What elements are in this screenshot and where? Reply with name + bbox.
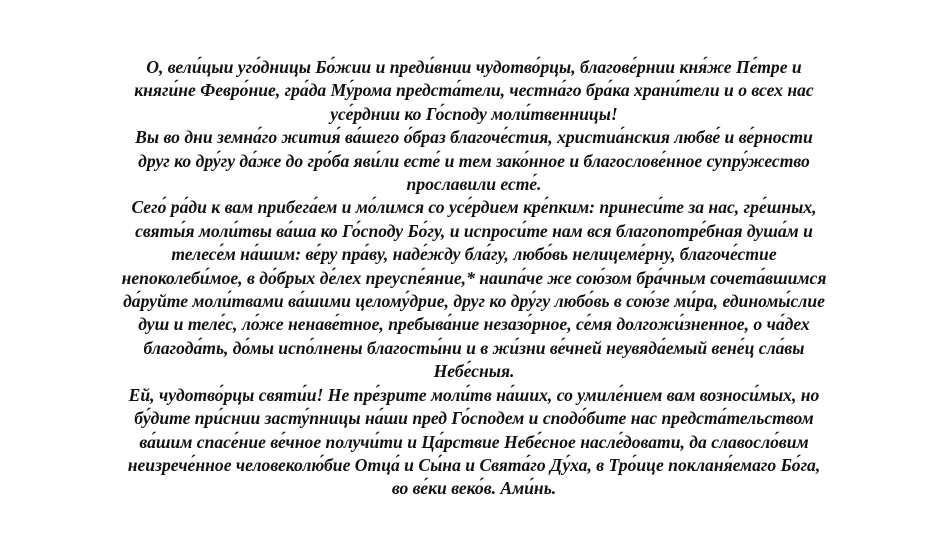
text-line: О, вели́цыи уго́дницы Бо́жии и преди́внии чудотво́рцы, благове́рнии кня́же Пе́тре и [146,57,802,77]
text-line: во ве́ки веко́в. Ами́нь. [391,478,557,499]
prayer-paragraph-petition [60,196,888,383]
text-line: ва́шим спасе́ние ве́чное получи́ти и Ца́рствие Небе́сное насле́довати, да славосло́вим [139,431,809,452]
prayer-text [60,56,888,501]
text-line: благода́ть, до́мы испо́лнены благосты́ни и в жи́зни ве́чней неувяда́емый вене́ц сла́вы [143,337,805,358]
text-line: Ей, чудотво́рцы святи́и! Не пре́зрите моли́тв на́ших, со умиле́нием вам возноси́мых, но [128,384,820,405]
text-line: княги́не Февро́ние, гра́да Му́рома предста́тели, честна́го бра́ка храни́тели и о всех нас [134,80,814,101]
text-line: неизрече́нное человеколю́бие Отца́ и Сы́на и Свята́го Ду́ха, в Тро́ице покланя́емаго Бо́га, [127,454,821,475]
prayer-paragraph-conclusion [60,384,888,501]
text-line: Небе́сныя. [433,361,515,382]
text-line: непоколеби́мое, в до́брых де́лех преуспе́яние,* наипа́че же сою́зом бра́чным сочета́вшимся [121,267,827,288]
text-line: Вы во дни земна́го жития́ ва́шего о́браз благоче́стия, христиа́нския любве́ и ве́рности [135,127,813,148]
text-line: душ и теле́с, ло́же ненаве́тное, пребыва́ние незазо́рное, се́мя долгожи́зненное, о ча́дех [138,314,810,335]
text-line: святы́я моли́твы ва́ша ко Го́споду Бо́гу, и испроси́те нам вся благопотре́бная душа́м и [135,220,813,241]
text-line: усе́рднии ко Го́споду моли́твенницы! [330,103,618,124]
text-line: да́руйте моли́твами ва́шими целому́дрие, друг ко дру́гу любо́вь в сою́зе ми́ра, единомы́слие [123,291,825,312]
prayer-paragraph-example [60,126,888,196]
text-line: прославили есте́. [406,174,542,195]
text-line: бу́дите при́снии засту́пницы на́ши пред Го́сподем и сподо́бите нас предста́тельством [134,408,814,429]
prayer-paragraph-invocation [60,56,888,126]
text-line: друг ко дру́гу да́же до гро́ба яви́ли есте́ и тем зако́нное и благослове́нное супру́жество [138,150,810,171]
text-line: Сего́ ра́ди к вам прибега́ем и мо́лимся со усе́рдием кре́пким: принеси́те за нас, гре́шных, [131,197,817,218]
text-line: телесе́м на́шим: ве́ру пра́ву, наде́жду бла́гу, любо́вь нелицеме́рну, благоче́стие [171,244,777,265]
